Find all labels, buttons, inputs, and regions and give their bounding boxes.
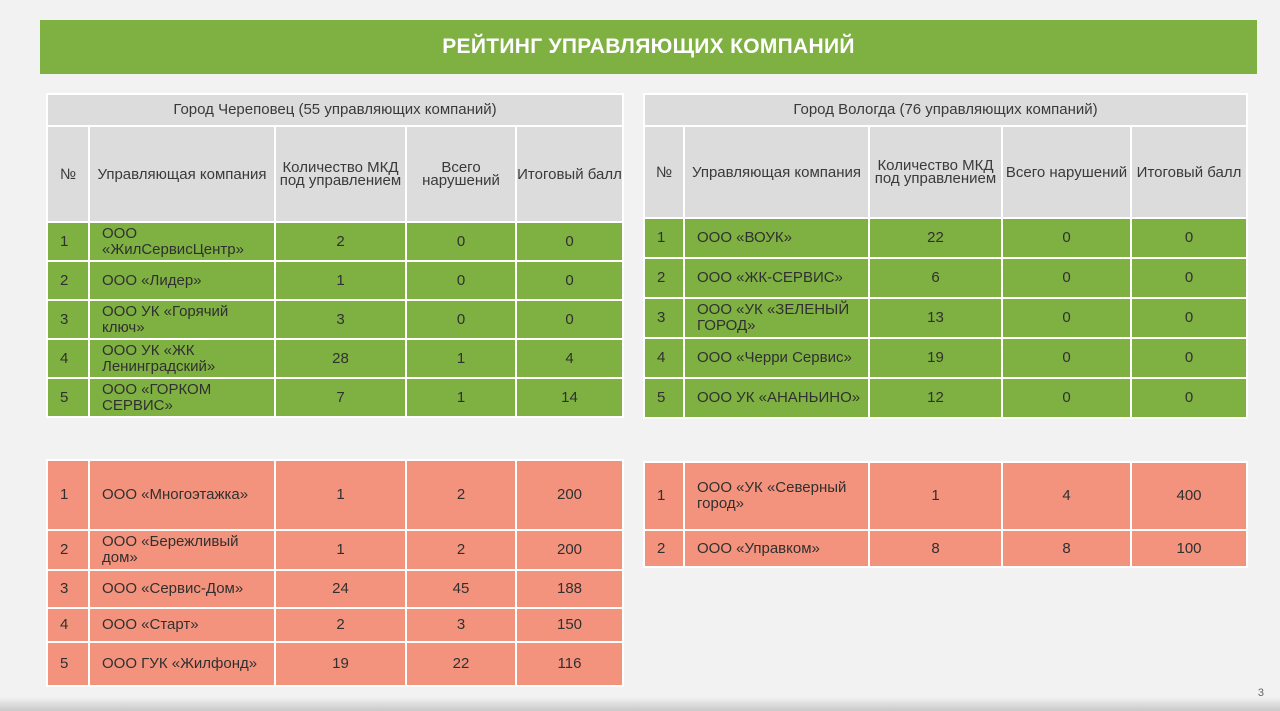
final-score: 0 bbox=[516, 261, 623, 300]
col-num: № bbox=[644, 126, 684, 218]
row-number: 4 bbox=[47, 339, 89, 378]
page-number: 3 bbox=[1257, 687, 1264, 699]
company-name: ООО «ЖК-СЕРВИС» bbox=[684, 258, 869, 298]
final-score: 200 bbox=[516, 460, 623, 530]
company-name: ООО «Черри Сервис» bbox=[684, 338, 869, 378]
row-number: 4 bbox=[47, 608, 89, 642]
final-score: 0 bbox=[516, 300, 623, 339]
row-number: 5 bbox=[644, 378, 684, 418]
table-row bbox=[47, 339, 623, 378]
mkd-count: 8 bbox=[869, 530, 1002, 567]
mkd-count: 28 bbox=[275, 339, 406, 378]
row-number: 3 bbox=[644, 298, 684, 338]
mkd-count: 1 bbox=[869, 462, 1002, 530]
violations-count: 0 bbox=[1002, 338, 1131, 378]
violations-count: 45 bbox=[406, 570, 516, 608]
final-score: 14 bbox=[516, 378, 623, 417]
mkd-count: 1 bbox=[275, 530, 406, 570]
row-number: 2 bbox=[47, 261, 89, 300]
mkd-count: 1 bbox=[275, 261, 406, 300]
table-row bbox=[47, 460, 623, 530]
company-name: ООО «Бережливый дом» bbox=[89, 530, 275, 570]
cherepovets-worst-table bbox=[46, 459, 624, 687]
mkd-count: 2 bbox=[275, 222, 406, 261]
table-row bbox=[644, 462, 1247, 530]
col-mkd: Количество МКД под управлением bbox=[275, 126, 406, 222]
mkd-count: 13 bbox=[869, 298, 1002, 338]
company-name: ООО «Многоэтажка» bbox=[89, 460, 275, 530]
final-score: 100 bbox=[1131, 530, 1247, 567]
col-num: № bbox=[47, 126, 89, 222]
row-number: 4 bbox=[644, 338, 684, 378]
slide-bottom-edge bbox=[0, 697, 1280, 711]
company-name: ООО УК «ЖК Ленинградский» bbox=[89, 339, 275, 378]
table-row bbox=[47, 378, 623, 417]
row-number: 3 bbox=[47, 570, 89, 608]
final-score: 0 bbox=[1131, 338, 1247, 378]
mkd-count: 6 bbox=[869, 258, 1002, 298]
row-number: 2 bbox=[644, 258, 684, 298]
city-header: Город Вологда (76 управляющих компаний) bbox=[644, 94, 1247, 126]
company-name: ООО «Сервис-Дом» bbox=[89, 570, 275, 608]
table-row bbox=[644, 530, 1247, 567]
final-score: 400 bbox=[1131, 462, 1247, 530]
final-score: 0 bbox=[1131, 258, 1247, 298]
violations-count: 8 bbox=[1002, 530, 1131, 567]
final-score: 0 bbox=[1131, 298, 1247, 338]
table-row bbox=[47, 530, 623, 570]
row-number: 1 bbox=[47, 222, 89, 261]
table-row bbox=[644, 298, 1247, 338]
table-row bbox=[644, 218, 1247, 258]
violations-count: 0 bbox=[1002, 298, 1131, 338]
company-name: ООО «ГОРКОМ СЕРВИС» bbox=[89, 378, 275, 417]
table-row bbox=[47, 608, 623, 642]
col-mkd: Количество МКД под управлением bbox=[869, 126, 1002, 218]
final-score: 0 bbox=[1131, 378, 1247, 418]
mkd-count: 3 bbox=[275, 300, 406, 339]
final-score: 188 bbox=[516, 570, 623, 608]
col-company: Управляющая компания bbox=[89, 126, 275, 222]
final-score: 150 bbox=[516, 608, 623, 642]
violations-count: 2 bbox=[406, 530, 516, 570]
violations-count: 0 bbox=[406, 300, 516, 339]
final-score: 0 bbox=[1131, 218, 1247, 258]
violations-count: 3 bbox=[406, 608, 516, 642]
violations-count: 0 bbox=[1002, 378, 1131, 418]
city-header: Город Череповец (55 управляющих компаний) bbox=[47, 94, 623, 126]
company-name: ООО «ЖилСервисЦентр» bbox=[89, 222, 275, 261]
row-number: 3 bbox=[47, 300, 89, 339]
company-name: ООО ГУК «Жилфонд» bbox=[89, 642, 275, 686]
table-row bbox=[644, 338, 1247, 378]
company-name: ООО УК «Горячий ключ» bbox=[89, 300, 275, 339]
row-number: 2 bbox=[47, 530, 89, 570]
table-row bbox=[47, 570, 623, 608]
col-score: Итоговый балл bbox=[516, 126, 623, 222]
company-name: ООО «Лидер» bbox=[89, 261, 275, 300]
final-score: 116 bbox=[516, 642, 623, 686]
row-number: 1 bbox=[644, 218, 684, 258]
vologda-best-table bbox=[643, 93, 1248, 419]
final-score: 200 bbox=[516, 530, 623, 570]
violations-count: 4 bbox=[1002, 462, 1131, 530]
vologda-worst-table bbox=[643, 461, 1248, 568]
row-number: 1 bbox=[644, 462, 684, 530]
violations-count: 0 bbox=[406, 261, 516, 300]
table-row bbox=[47, 261, 623, 300]
violations-count: 0 bbox=[406, 222, 516, 261]
company-name: ООО «УК «ЗЕЛЕНЫЙ ГОРОД» bbox=[684, 298, 869, 338]
table-row bbox=[47, 642, 623, 686]
page-title: РЕЙТИНГ УПРАВЛЯЮЩИХ КОМПАНИЙ bbox=[40, 20, 1257, 74]
company-name: ООО «ВОУК» bbox=[684, 218, 869, 258]
mkd-count: 7 bbox=[275, 378, 406, 417]
final-score: 0 bbox=[516, 222, 623, 261]
mkd-count: 22 bbox=[869, 218, 1002, 258]
company-name: ООО «Управком» bbox=[684, 530, 869, 567]
mkd-count: 24 bbox=[275, 570, 406, 608]
company-name: ООО «Старт» bbox=[89, 608, 275, 642]
col-violations: Всего нарушений bbox=[1002, 126, 1131, 218]
mkd-count: 19 bbox=[275, 642, 406, 686]
violations-count: 2 bbox=[406, 460, 516, 530]
violations-count: 22 bbox=[406, 642, 516, 686]
mkd-count: 2 bbox=[275, 608, 406, 642]
row-number: 2 bbox=[644, 530, 684, 567]
row-number: 5 bbox=[47, 378, 89, 417]
company-name: ООО УК «АНАНЬИНО» bbox=[684, 378, 869, 418]
violations-count: 1 bbox=[406, 339, 516, 378]
row-number: 5 bbox=[47, 642, 89, 686]
company-name: ООО «УК «Северный город» bbox=[684, 462, 869, 530]
table-row bbox=[644, 258, 1247, 298]
table-row bbox=[644, 378, 1247, 418]
cherepovets-best-table bbox=[46, 93, 624, 418]
mkd-count: 12 bbox=[869, 378, 1002, 418]
table-row bbox=[47, 222, 623, 261]
final-score: 4 bbox=[516, 339, 623, 378]
mkd-count: 1 bbox=[275, 460, 406, 530]
col-violations: Всего нарушений bbox=[406, 126, 516, 222]
col-score: Итоговый балл bbox=[1131, 126, 1247, 218]
table-row bbox=[47, 300, 623, 339]
mkd-count: 19 bbox=[869, 338, 1002, 378]
row-number: 1 bbox=[47, 460, 89, 530]
violations-count: 1 bbox=[406, 378, 516, 417]
col-company: Управляющая компания bbox=[684, 126, 869, 218]
violations-count: 0 bbox=[1002, 258, 1131, 298]
violations-count: 0 bbox=[1002, 218, 1131, 258]
